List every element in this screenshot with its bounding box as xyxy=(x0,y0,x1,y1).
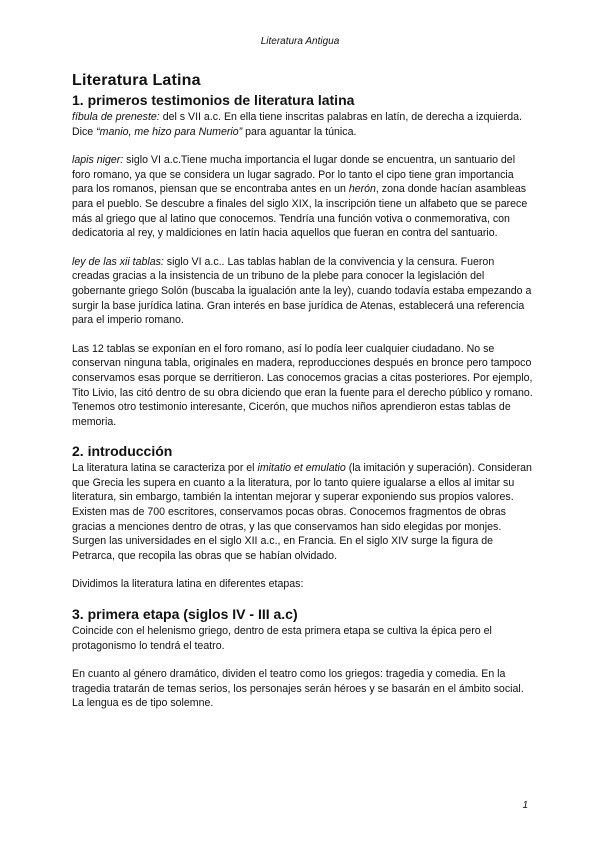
section-1-heading: 1. primeros testimonios de literatura latina xyxy=(72,92,355,108)
section-3-heading: 3. primera etapa (siglos IV - III a.c) xyxy=(72,606,298,623)
section-3-paragraph-1: Coincide con el helenismo griego, dentro de esta primera etapa se cultiva la épica pero el protagonismo lo tendrá el teatro. xyxy=(72,625,492,652)
section-2-paragraph-1: La literatura latina se caracteriza por el imitatio et emulatio (la imitación y superación). Consideran que Grecia les supera en cuanto a la literatura, por lo tanto quiere igualarse a ellos al imitar su literatura, sin embargo, también la intentan mejorar y superar exponiendo sus propios valores. Existen mas de 700 escritores, conservamos pocas obras. Conocemos fragmentos de obras gracias a menciones dentro de otras, y las que conservamos han sido elegidas por monjes. Surgen las universidades en el siglo XII a.c., en Francia. En el siglo XIV surge la figura de Petrarca, que recopila las obras que se habían olvidado. xyxy=(72,462,532,562)
quote-manio: “manio, me hizo para Numerio” xyxy=(96,125,243,138)
section-2-heading: 2. introducción xyxy=(72,443,173,460)
section-2-paragraph-2: Dividimos la literatura latina en diferentes etapas: xyxy=(72,578,304,591)
section-3-paragraph-2: En cuanto al género dramático, dividen el teatro como los griegos: tragedia y comedia. En la tragedia tratarán de temas serios, los personajes serán héroes y se basarán en el ámbito social. La lengua es de tipo solemne. xyxy=(72,668,524,710)
section-1-paragraph-4: Las 12 tablas se exponían en el foro romano, así lo podía leer cualquier ciudadano. No se conservan ninguna tabla, originales en madera, reproducciones después en bronce pero tampoco conservamos esas porque se derritieron. Las conocemos gracias a citas posteriores. Por ejemplo, Tito Livio, las citó dentro de su obra diciendo que eran la fuente para el derecho público y romano. Tenemos otro testimonio interesante, Cicerón, que muchos niños aprendieron estas tablas de memoria. xyxy=(72,342,533,428)
document-body xyxy=(72,72,534,725)
term-heron: herón xyxy=(348,183,376,196)
section-1-paragraph-3: ley de las xii tablas: siglo VI a.c.. Las tablas hablan de la convivencia y la censura. Fueron creadas gracias a la insistencia de un tribuno de la plebe para conocer la legislación del gobernante griego Solón (buscaba la igualación ante la ley), cuando todavía estaba empezando a surgir la base jurídica latina. Gran interés en base jurídica de Atenas, establecerá una referencia para el imperio romano. xyxy=(72,255,532,327)
section-1-paragraph-2: lapis niger: siglo VI a.c.Tiene mucha importancia el lugar donde se encuentra, un santuario del foro romano, ya que se considera un lugar sagrado. Por lo tanto el cipo tiene gran importancia para los romanos, piensan que se encontraba antes en un herón, zona donde hacían asambleas para el pueblo. Se descubre a finales del siglo XIX, la inscripción tiene un alfabeto que se parece más al griego que al latino que conocemos. Tendría una función votiva o conmemorativa, con dedicatoria al rey, y maldiciones en latín hacia aquellos que fueran en contra del santuario. xyxy=(72,154,528,240)
section-1-paragraph-1: fíbula de preneste: del s VII a.c. En ella tiene inscritas palabras en latín, de derecha a izquierda. Dice “manio, me hizo para Numerio” para aguantar la túnica. xyxy=(72,111,522,138)
running-header: Literatura Antigua xyxy=(260,36,340,47)
page-number: 1 xyxy=(522,800,528,811)
term-fibula: fíbula de preneste: xyxy=(72,111,160,123)
term-lapis-niger: lapis niger: xyxy=(72,154,124,167)
document-title: Literatura Latina xyxy=(72,72,201,89)
term-imitatio: imitatio et emulatio xyxy=(257,462,346,475)
term-xii-tablas: ley de las xii tablas: xyxy=(72,255,164,268)
